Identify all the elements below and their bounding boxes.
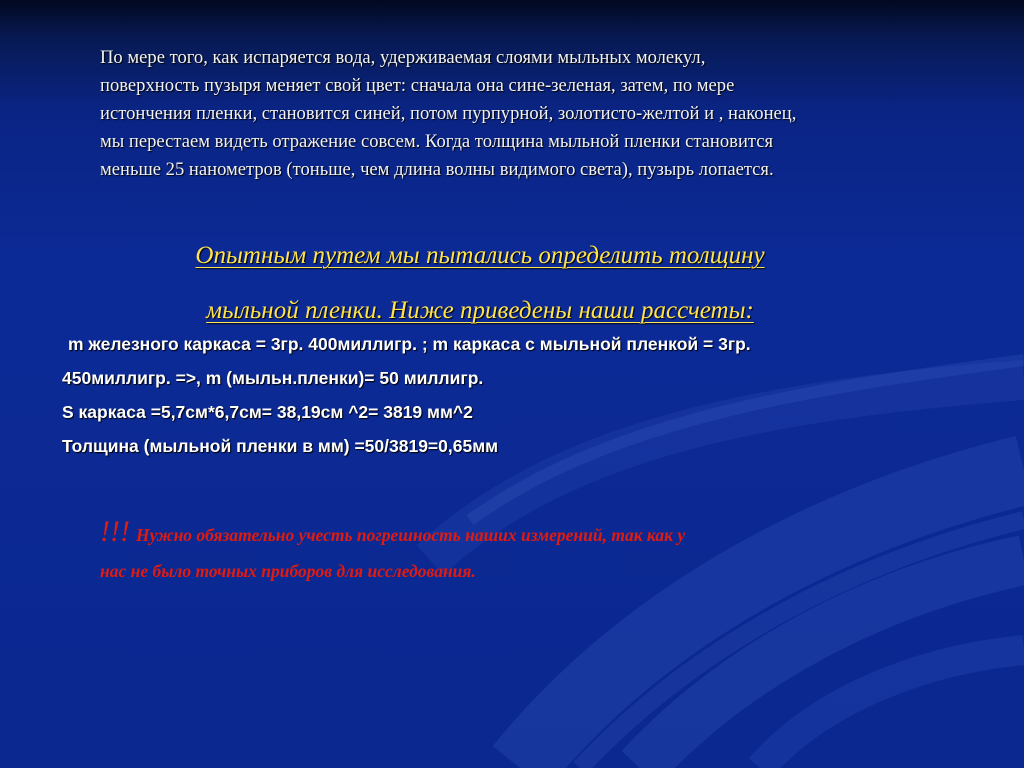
- intro-line: меньше 25 нанометров (тоньше, чем длина волны видимого света), пузырь лопается.: [100, 159, 774, 180]
- note-line-1: [100, 514, 980, 553]
- intro-line: поверхность пузыря меняет свой цвет: сначала она сине-зеленая, затем, по мере: [100, 75, 735, 96]
- error-note: [100, 514, 980, 589]
- intro-paragraph: [100, 44, 980, 184]
- calculations-block: [62, 327, 982, 463]
- note-text-1: Нужно обязательно учесть погрешность наших измерений, так как у: [135, 525, 686, 545]
- intro-line: истончения пленки, становится синей, потом пурпурной, золотисто-желтой и , наконец,: [100, 103, 797, 124]
- intro-line: мы перестаем видеть отражение совсем. Когда толщина мыльной пленки становится: [100, 131, 774, 152]
- exclamation-marks: !!!: [100, 515, 130, 548]
- heading-line: мыльной пленки. Ниже приведены наши рассчеты:: [206, 297, 754, 324]
- calc-line-mass: m железного каркаса = 3гр. 400миллигр. ; m каркаса с мыльной пленкой = 3гр.: [68, 334, 751, 354]
- note-text-2: нас не было точных приборов для исследования.: [100, 561, 476, 581]
- calc-line-thickness: Толщина (мыльной пленки в мм) =50/3819=0,65мм: [62, 436, 499, 456]
- calc-line-film-mass: 450миллигр. =>, m (мыльн.пленки)= 50 миллигр.: [62, 368, 484, 388]
- intro-line: По мере того, как испаряется вода, удерживаемая слоями мыльных молекул,: [100, 47, 706, 68]
- section-heading: [60, 228, 900, 338]
- calc-line-area: S каркаса =5,7см*6,7см= 38,19см ^2= 3819 мм^2: [62, 402, 473, 422]
- heading-line: Опытным путем мы пытались определить толщину: [195, 242, 765, 269]
